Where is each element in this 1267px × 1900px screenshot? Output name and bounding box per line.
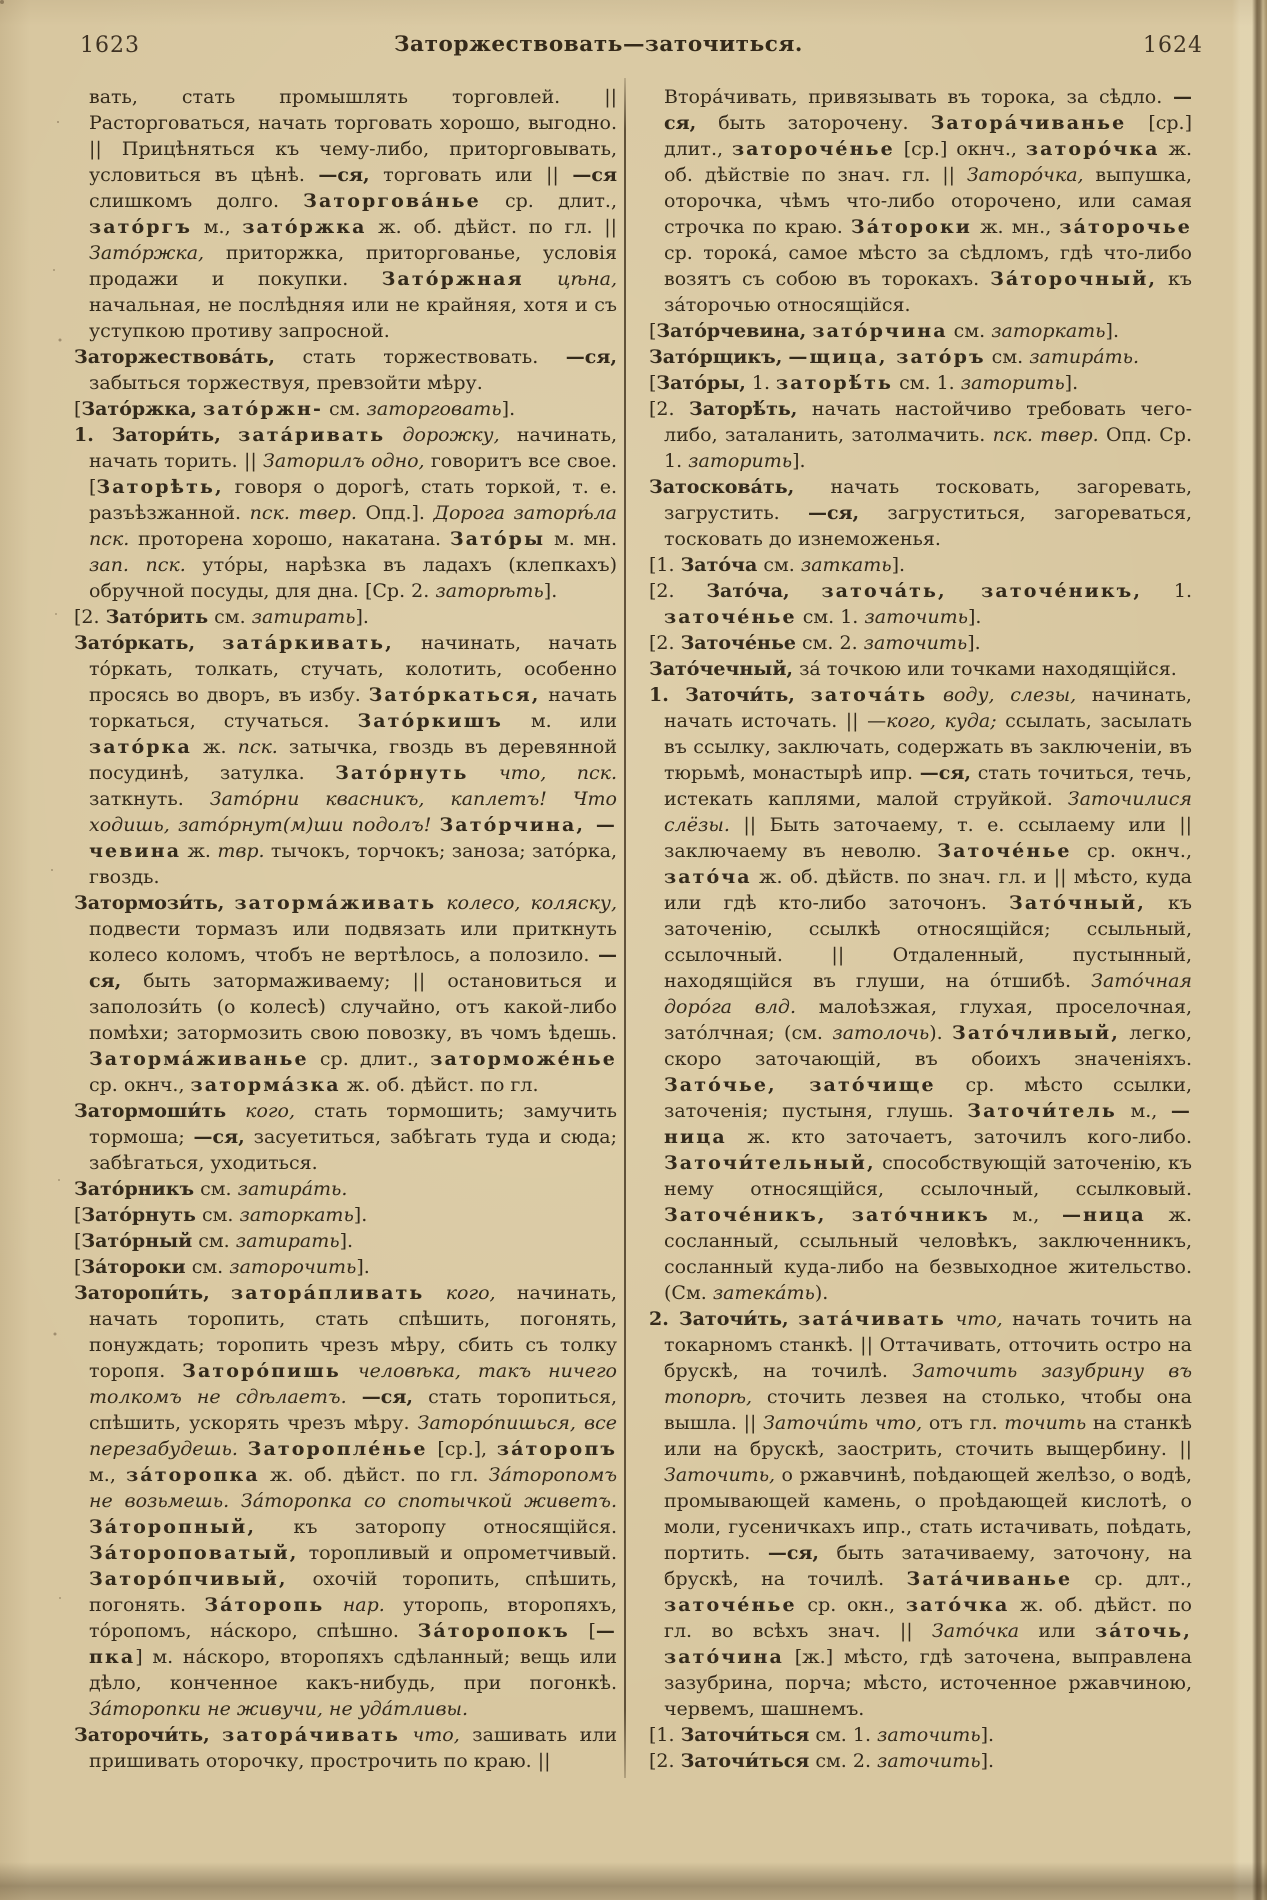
page-number-left: 1623 bbox=[80, 33, 140, 58]
dictionary-entry: Затормози́ть, заторма́живать колесо, коляску, подвести тормазъ или подвязать или приткнуть колесо коломъ, чтобъ не вертѣлось, а полозило. —ся, быть затормаживаему; || остановиться и заполози́ть (о колесѣ) случайно, отъ какой-либо помѣхи; затормозить свою повозку, въ чомъ ѣдешь. Заторма́живанье ср. длит., заторможе́нье ср. окнч., заторма́зка ж. об. дѣйст. по гл. bbox=[74, 892, 617, 1096]
dictionary-entry: Зато́ркать, зата́ркивать, начинать, начать то́ркать, толкать, стучать, колотить, особенно просясь во дворъ, въ избу. Зато́ркаться, начать торкаться, стучаться. Зато́ркишъ м. или зато́рка ж. пск. затычка, гвоздь въ деревянной посудинѣ, затулка. Зато́рнуть что, пск. заткнуть. Зато́рни квасникъ, каплетъ! Что ходишь, зато́рнут(м)ши подолъ! Зато́рчина, —чевина ж. твр. тычокъ, торчокъ; заноза; зато́рка, гвоздь. bbox=[74, 632, 618, 888]
dictionary-entry: Затормоши́ть кого, стать тормошить; замучить тормоша; —ся, засуетиться, забѣгать туда и сюда; забѣгаться, уходиться. bbox=[74, 1100, 618, 1174]
dictionary-entry: [1. Зато́ча см. заткать]. bbox=[649, 554, 906, 576]
dictionary-entry: [Зато́ржка, зато́ржн- см. заторговать]. bbox=[74, 398, 516, 420]
dictionary-entry: [1. Заточи́ться см. 1. заточить]. bbox=[649, 1724, 995, 1746]
dictionary-entry: Зато́рникъ см. затира́ть. bbox=[74, 1178, 348, 1200]
dictionary-entry: 2. Заточи́ть, зата́чивать что, начать точить на токарномъ станкѣ. || Оттачивать, отточить остро на брускѣ, на точилѣ. Заточить зазубрину въ топорѣ, сточить лезвея на столько, чтобы она вышла. || Заточи́ть что, отъ гл. точить на станкѣ или на брускѣ, заострить, сточить выщербину. || Заточить, о ржавчинѣ, поѣдающей желѣзо, о водѣ, промывающей камень, о проѣдающей кислотѣ, о моли, гусеничкахъ ипр., стать истачивать, поѣдать, портить. —ся, быть затачиваему, заточону, на брускѣ, на точилѣ. Зата́чиванье ср. длт., заточе́нье ср. окн., зато́чка ж. об. дѣйст. по гл. во всѣхъ знач. || Зато́чка или за́точь, зато́чина [ж.] мѣсто, гдѣ заточена, выправлена зазубрина, порча; мѣсто, источенное ржавчиною, червемъ, шашнемъ. bbox=[649, 1308, 1193, 1720]
dictionary-entry: [Зато́ры, 1. заторѣ́ть см. 1. заторить]. bbox=[649, 372, 1079, 394]
scan-specks bbox=[0, 0, 4, 4]
page-number-right: 1624 bbox=[1143, 33, 1203, 58]
dictionary-entry: Затоскова́ть, начать тосковать, загоревать, загрустить. —ся, загруститься, загореваться, тосковать до изнеможенья. bbox=[649, 476, 1192, 550]
dictionary-entry: [Зато́рнуть см. заторкать]. bbox=[74, 1204, 368, 1226]
dictionary-entry: Зато́чечный, за́ точкою или точками находящійся. bbox=[649, 658, 1177, 680]
dictionary-entry: [2. Заточи́ться см. 2. заточить]. bbox=[649, 1750, 995, 1772]
dictionary-entry: 1. Затори́ть, зата́ривать дорожку, начинать, начать торить. || Заторилъ одно, говоритъ все свое. [Заторѣть, говоря о дорогѣ, стать торкой, т. е. разъѣзжанной. пск. твер. Опд.]. Дорога заторѣ́ла пск. проторена хорошо, накатана. Зато́ры м. мн. зап. пск. уто́ры, нарѣзка въ ладахъ (клепкахъ) обручной посуды, для дна. [Ср. 2. заторѣть]. bbox=[74, 424, 618, 602]
dictionary-entry: [За́тороки см. заторочить]. bbox=[74, 1256, 370, 1278]
running-title: Заторжествовать—заточиться. bbox=[393, 32, 804, 57]
dictionary-entry: [Зато́рчевина, зато́рчина см. заторкать]. bbox=[649, 320, 1119, 342]
column-divider bbox=[624, 78, 626, 1778]
dictionary-entry: Заторопи́ть, затора́пливать кого, начинать, начать торопить, стать спѣшить, погонять, понуждать; торопить чрезъ мѣру, сбить съ толку торопя. Заторо́пишь человѣка, такъ ничего толкомъ не сдѣлаетъ. —ся, стать торопиться, спѣшить, ускорять чрезъ мѣру. Заторо́пишься, все перезабудешь. Заторопле́нье [ср.], за́торопъ м., за́торопка ж. об. дѣйст. по гл. За́торопомъ не возьмешь. За́торопка со спотычкой живетъ. За́торопный, къ заторопу относящійся. За́тороповатый, торопливый и опрометчивый. Заторо́пчивый, охочій торопить, спѣшить, погонять. За́торопь нар. уторопь, второпяхъ, то́ропомъ, на́скоро, спѣшно. За́торопокъ [—пка] м. на́скоро, второпяхъ сдѣланный; вещь или дѣло, конченное какъ-нибудь, при погонкѣ. За́торопки не живучи, не уда́тливы. bbox=[74, 1282, 617, 1720]
dictionary-entry: [2. Зато́рить см. затирать]. bbox=[74, 606, 369, 628]
left-column bbox=[74, 84, 617, 1774]
dictionary-entry: [2. Заточе́нье см. 2. заточить]. bbox=[649, 632, 981, 654]
dictionary-entry: Заторжествова́ть, стать торжествовать. —ся, забыться торжествуя, превзойти мѣру. bbox=[74, 346, 617, 394]
dictionary-entry: Заторочи́ть, затора́чивать что, зашивать или пришивать оторочку, прострочить по краю. || bbox=[74, 1724, 617, 1772]
right-column bbox=[649, 84, 1192, 1774]
dictionary-entry: 1. Заточи́ть, заточа́ть воду, слезы, начинать, начать источать. || —кого, куда; ссылать, засылать въ ссылку, заключать, содержать въ заключеніи, въ тюрьмѣ, монастырѣ ипр. —ся, стать точиться, течь, истекать каплями, малой струйкой. Заточилися слёзы. || Быть заточаему, т. е. ссылаему или || заключаему въ неволю. Заточе́нье ср. окнч., зато́ча ж. об. дѣйств. по знач. гл. и || мѣсто, куда или гдѣ кто-либо заточонъ. Зато́чный, къ заточенію, ссылкѣ относящійся; ссыльный, ссылочный. || Отдаленный, пустынный, находящійся въ глуши, на о́тшибѣ. Зато́чная доро́га влд. малоѣзжая, глухая, проселочная, зато́лчная; (см. затолочь). Зато́чливый, легко, скоро заточающій, въ обоихъ значеніяхъ. Зато́чье, зато́чище ср. мѣсто ссылки, заточенія; пустыня, глушь. Заточи́тель м., —ница ж. кто заточаетъ, заточилъ кого-либо. Заточи́тельный, способствующій заточенію, къ нему относящійся, ссылочный, ссылковый. Заточе́никъ, зато́чникъ м., —ница ж. сосланный, ссыльный человѣкъ, заключенникъ, сосланный куда-либо на безвыходное жительство. (См. затека́ть). bbox=[649, 684, 1193, 1304]
dictionary-entry: [2. Заторѣ́ть, начать настойчиво требовать чего-либо, заталанить, затолмачить. пск. твер. Опд. Ср. 1. заторить]. bbox=[649, 398, 1192, 472]
entry-continuation: Втора́чивать, привязывать въ торока, за сѣдло. —ся, быть заторочену. Затора́чиванье [ср.] длит., затороче́нье [ср.] окнч., заторо́чка ж. об. дѣйствіе по знач. гл. || Заторо́чка, выпушка, оторочка, чѣмъ что-либо оторочено, или самая строчка по краю. За́тороки ж. мн., за́торочье ср. торока́, самое мѣсто за сѣдломъ, гдѣ что-либо возятъ съ собою въ торокахъ. За́торочный, къ за́торочью относящійся. bbox=[664, 86, 1192, 316]
dictionary-entry: [2. Зато́ча, заточа́ть, заточе́никъ, 1. заточе́нье см. 1. заточить]. bbox=[649, 580, 1192, 628]
dictionary-entry: Зато́рщикъ, —щица, зато́ръ см. затира́ть. bbox=[649, 346, 1140, 368]
entry-continuation: вать, стать промышлять торговлей. || Расторговаться, начать торговать хорошо, выгодно. || Прицѣняться къ чему-либо, приторговывать, условиться въ цѣнѣ. —ся, торговать или || —ся слишкомъ долго. Заторгова́нье ср. длит., зато́ргъ м., зато́ржка ж. об. дѣйст. по гл. || Зато́ржка, приторжка, приторгованье, условія продажи и покупки. Зато́ржная цѣна, начальная, не послѣдняя или не крайняя, хотя и съ уступкою противу запросной. bbox=[89, 86, 617, 342]
dictionary-entry: [Зато́рный см. затирать]. bbox=[74, 1230, 354, 1252]
